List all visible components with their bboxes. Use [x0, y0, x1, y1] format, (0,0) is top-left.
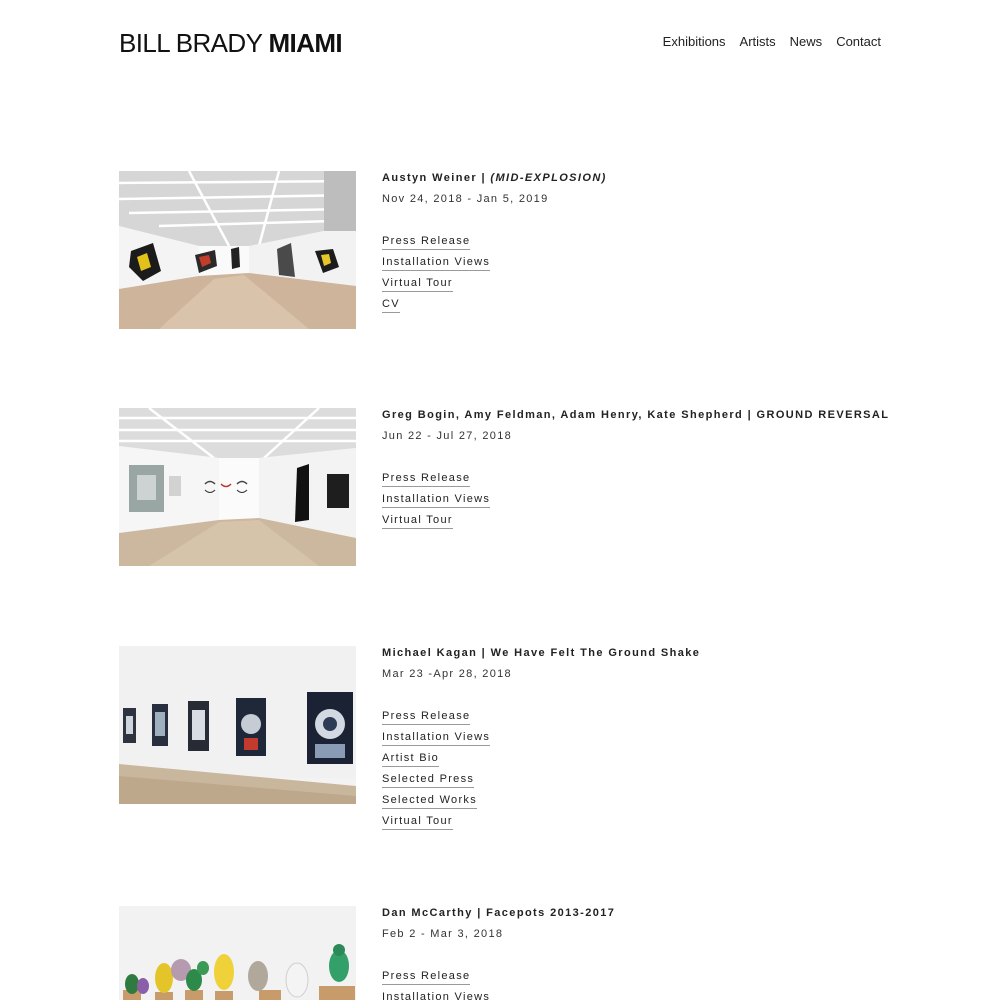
exhibition-thumbnail[interactable]: [119, 408, 356, 566]
logo-text-bold: MIAMI: [268, 28, 343, 58]
nav-exhibitions[interactable]: Exhibitions: [662, 34, 726, 49]
exhibition-links: [382, 234, 882, 318]
installation-views-link[interactable]: Installation Views: [382, 730, 490, 746]
cv-link[interactable]: CV: [382, 297, 400, 313]
press-release-link[interactable]: Press Release: [382, 234, 470, 250]
exhibition-info: [382, 646, 882, 835]
installation-views-link[interactable]: Installation Views: [382, 492, 490, 508]
exhibition-thumbnail[interactable]: [119, 646, 356, 804]
exhibition-title: [382, 171, 882, 185]
exhibition-title-text: Austyn Weiner |: [382, 172, 491, 184]
exhibition-title: Dan McCarthy | Facepots 2013-2017: [382, 907, 616, 919]
nav-artists[interactable]: Artists: [739, 34, 776, 49]
exhibition-dates: Nov 24, 2018 - Jan 5, 2019: [382, 193, 549, 205]
exhibition-links: [382, 969, 882, 1000]
gallery-logo[interactable]: [119, 27, 342, 59]
gallery-installation-image: [119, 646, 356, 804]
exhibition-info: [382, 906, 882, 1000]
main-nav: [663, 34, 881, 50]
logo-text-light: BILL BRADY: [119, 28, 262, 58]
virtual-tour-link[interactable]: Virtual Tour: [382, 513, 453, 529]
exhibition-links: [382, 709, 882, 835]
exhibition-title-italic: (MID-EXPLOSION): [490, 172, 607, 184]
exhibition-title: Michael Kagan | We Have Felt The Ground Shake: [382, 647, 701, 659]
installation-views-link[interactable]: Installation Views: [382, 990, 490, 1000]
exhibition-dates: Mar 23 -Apr 28, 2018: [382, 668, 512, 680]
virtual-tour-link[interactable]: Virtual Tour: [382, 276, 453, 292]
press-release-link[interactable]: Press Release: [382, 709, 470, 725]
installation-views-link[interactable]: Installation Views: [382, 255, 490, 271]
exhibition-dates: Jun 22 - Jul 27, 2018: [382, 430, 513, 442]
exhibition-thumbnail[interactable]: [119, 906, 356, 1000]
press-release-link[interactable]: Press Release: [382, 471, 470, 487]
exhibition-title: Greg Bogin, Amy Feldman, Adam Henry, Kate Shepherd | GROUND REVERSAL: [382, 409, 890, 421]
gallery-installation-image: [119, 171, 356, 329]
exhibition-info: [382, 408, 890, 534]
virtual-tour-link[interactable]: Virtual Tour: [382, 814, 453, 830]
artist-bio-link[interactable]: Artist Bio: [382, 751, 439, 767]
nav-contact[interactable]: Contact: [836, 34, 881, 49]
gallery-installation-image: [119, 408, 356, 566]
exhibition-links: [382, 471, 882, 534]
nav-news[interactable]: News: [789, 34, 823, 49]
gallery-installation-image: [119, 906, 356, 1000]
exhibition-info: [382, 171, 882, 318]
selected-press-link[interactable]: Selected Press: [382, 772, 474, 788]
press-release-link[interactable]: Press Release: [382, 969, 470, 985]
selected-works-link[interactable]: Selected Works: [382, 793, 477, 809]
exhibition-thumbnail[interactable]: [119, 171, 356, 329]
exhibition-dates: Feb 2 - Mar 3, 2018: [382, 928, 504, 940]
